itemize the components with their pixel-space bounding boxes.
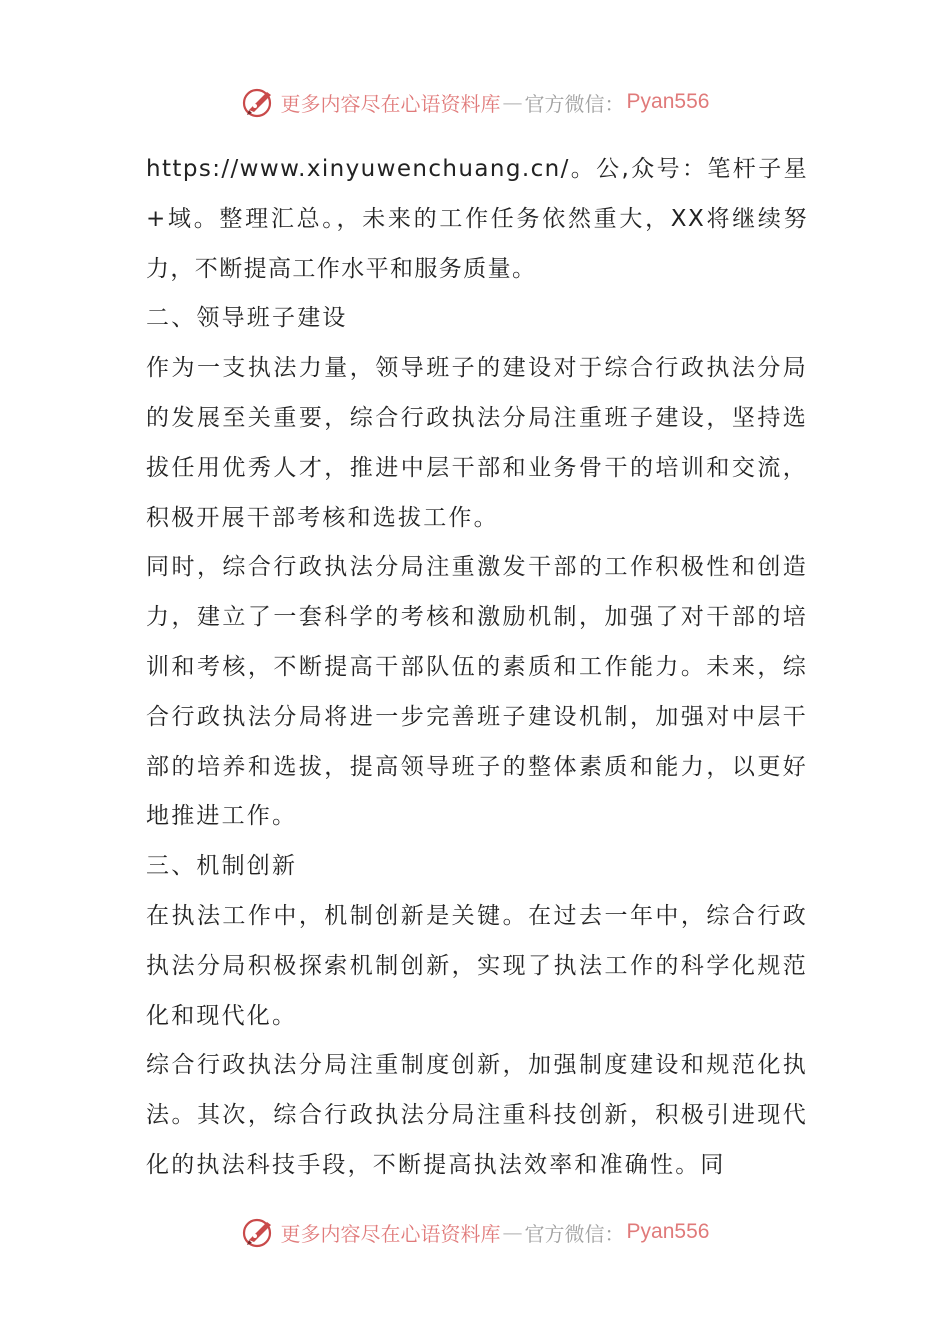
pen-logo-icon [241,84,277,120]
section-heading-leadership: 二、领导班子建设 [146,305,348,332]
banner-wechat-id: Pyan556 [626,1220,710,1243]
banner-wechat-label: 官方微信： [524,91,625,116]
footer-banner [0,1210,950,1254]
banner-wechat-id: Pyan556 [626,90,710,113]
banner-wechat-label: 官方微信： [524,1221,625,1246]
header-banner [0,80,950,124]
paragraph-continuation: https://www.xinyuwenchuang.cn/。公,众号：笔杆子星+域。整理汇总。，未来的工作任务依然重大，XX将继续努力，不断提高工作水平和服务质量。 [146,156,808,282]
section-heading-mechanism: 三、机制创新 [146,853,298,880]
banner-separator: — [502,90,523,114]
paragraph: 在执法工作中，机制创新是关键。在过去一年中，综合行政执法分局积极探索机制创新，实现了执法工作的科学化规范化和现代化。 [146,902,808,1029]
paragraph: 综合行政执法分局注重制度创新，加强制度建设和规范化执法。其次，综合行政执法分局注重科技创新，积极引进现代化的执法科技手段，不断提高执法效率和准确性。同 [146,1052,808,1178]
banner-text: 更多内容尽在心语资料库 [280,91,501,116]
document-body [146,145,808,1191]
paragraph: 同时，综合行政执法分局注重激发干部的工作积极性和创造力，建立了一套科学的考核和激励机制，加强了对干部的培训和考核，不断提高干部队伍的素质和工作能力。未来，综合行政执法分局将进一步完善班子建设机制，加强对中层干部的培养和选拔，提高领导班子的整体素质和能力，以更好地推进工作。 [146,554,808,830]
banner-text: 更多内容尽在心语资料库 [280,1221,501,1246]
pen-logo-icon [241,1214,277,1250]
banner-separator: — [502,1220,523,1244]
paragraph: 作为一支执法力量，领导班子的建设对于综合行政执法分局的发展至关重要，综合行政执法分局注重班子建设，坚持选拔任用优秀人才，推进中层干部和业务骨干的培训和交流，积极开展干部考核和选拔工作。 [146,355,808,531]
